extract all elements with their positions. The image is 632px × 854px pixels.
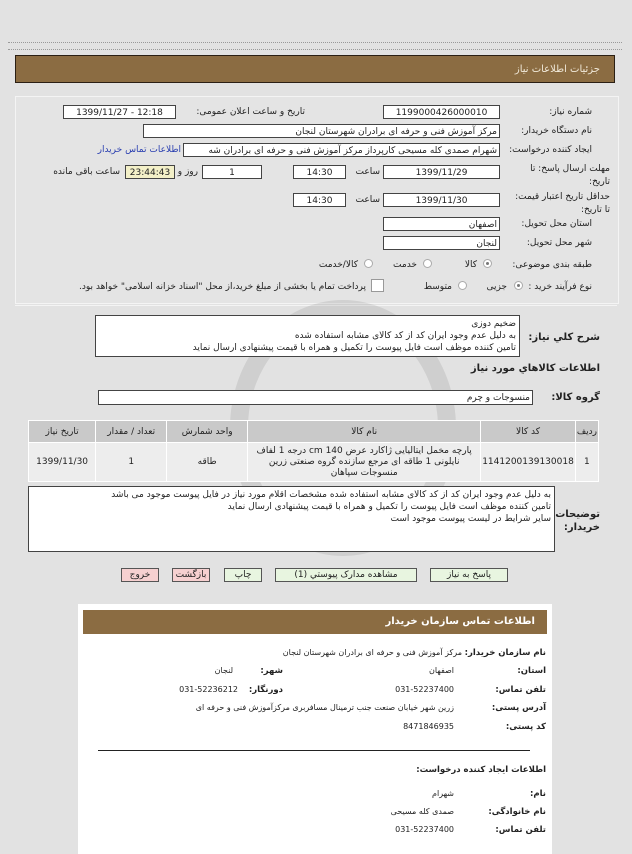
process-label: نوع فرآیند خرید : (528, 282, 592, 292)
org-label: نام سازمان خریدار: (464, 648, 546, 658)
announce-field[interactable]: 1399/11/27 - 12:18 (63, 105, 176, 119)
col-unit: واحد شمارش (167, 421, 248, 443)
postal-label: کد پستی: (505, 722, 546, 732)
radio-service[interactable] (423, 259, 432, 268)
validity-time-field[interactable]: 14:30 (293, 193, 346, 207)
province-label: استان محل تحویل: (521, 219, 592, 229)
creator-phone-label: تلفن تماس: (495, 825, 546, 835)
col-code: کد کالا (481, 421, 576, 443)
col-name: نام کالا (248, 421, 481, 443)
buyer-contact-link[interactable]: اطلاعات تماس خریدار (97, 145, 181, 155)
announce-label: تاریخ و ساعت اعلان عمومی: (196, 107, 305, 117)
buyer-field[interactable]: مرکز آموزش فنی و حرفه ای برادران شهرستان لنجان (143, 124, 500, 138)
reply-button[interactable]: پاسخ به نیاز (430, 568, 508, 582)
print-button[interactable]: چاپ (224, 568, 262, 582)
goods-group-field[interactable]: منسوجات و چرم (98, 390, 533, 405)
contact-card (78, 604, 552, 854)
col-qty: تعداد / مقدار (96, 421, 167, 443)
radio-goods[interactable] (483, 259, 492, 268)
divider (8, 42, 622, 50)
remaining-label: ساعت باقی مانده (53, 167, 120, 177)
name-label: نام: (529, 789, 546, 799)
cell-row: 1 (575, 443, 598, 482)
notes-textarea[interactable] (28, 486, 555, 552)
notes-line: به دلیل عدم وجود ایران کد از کد کالای مشابه استفاده شده مشخصات اقلام مورد نیاز در فایل پیوست موجود می باشد (111, 490, 551, 500)
description-line: تامین کننده موظف است فایل پیوست را تکمیل و همراه با قیمت پیشنهادی ارسال نماید (192, 343, 516, 353)
col-row: ردیف (575, 421, 598, 443)
countdown-field: 23:44:43 (125, 165, 175, 179)
table-header-row (29, 421, 599, 443)
table-row (29, 443, 599, 482)
creator-field[interactable]: شهرام صمدی کله مسیحی کارپرداز مرکز آموزش فنی و حرفه ای برادران شه (183, 143, 500, 157)
phone-label: تلفن تماس: (495, 685, 546, 695)
family-label: نام خانوادگی: (488, 807, 546, 817)
exit-button[interactable]: خروج (121, 568, 159, 582)
name-value: شهرام (432, 789, 454, 798)
cell-qty: 1 (96, 443, 167, 482)
phone-value: 031-52237400 (395, 685, 454, 694)
creator-info-title: اطلاعات ایجاد کننده درخواست: (416, 765, 546, 775)
radio-medium-label: متوسط (423, 282, 452, 292)
notes-line: تامین کننده موظف است فایل پیوست را تکمیل و همراه با قیمت پیشنهادی ارسال نماید (227, 502, 551, 512)
description-line: به دلیل عدم وجود ایران کد از کد کالای مشابه استفاده شده (294, 331, 516, 341)
province-value: اصفهان (428, 666, 454, 675)
radio-minor-label: جزیی (486, 282, 507, 292)
buyer-label: نام دستگاه خریدار: (521, 126, 592, 136)
city-value: لنجان (214, 666, 233, 675)
fax-label: دورنگار: (248, 685, 283, 695)
radio-goods-service[interactable] (364, 259, 373, 268)
address-label: آدرس پستی: (491, 703, 546, 713)
postal-value: 8471846935 (403, 722, 454, 731)
radio-minor[interactable] (514, 281, 523, 290)
need-number-label: شماره نیاز: (549, 107, 592, 117)
goods-group-label: گروه کالا: (551, 392, 600, 403)
province-label: استان: (517, 666, 546, 676)
radio-medium[interactable] (458, 281, 467, 290)
radio-service-label: خدمت (393, 260, 417, 270)
deadline-time-label: ساعت (355, 167, 380, 177)
cell-code: 1141200139130018 (481, 443, 576, 482)
validity-date-field[interactable]: 1399/11/30 (383, 193, 500, 207)
city-field[interactable]: لنجان (383, 236, 500, 250)
notes-line: سایر شرایط در لیست پیوست موجود است (390, 514, 551, 524)
city-label: شهر: (260, 666, 283, 676)
treasury-checkbox[interactable] (371, 279, 384, 292)
treasury-note: پرداخت تمام یا بخشی از مبلغ خرید،از محل "اسناد خزانه اسلامی" خواهد بود. (78, 282, 366, 292)
radio-goods-service-label: کالا/خدمت (318, 260, 358, 270)
cell-unit: طاقه (167, 443, 248, 482)
fax-value: 031-52236212 (179, 685, 238, 694)
description-line: ضخیم دوزی (471, 319, 516, 329)
description-textarea[interactable] (95, 315, 520, 357)
cell-name: پارچه مخمل ایتالیایی ژاکارد عرض 140 cm درجه 1 لفاف نایلونی 1 طاقه ای مرجع سازنده گروه صنعتی زرین منسوجات سپاهان (248, 443, 481, 482)
description-label: شرح کلي نياز: (528, 332, 600, 343)
creator-phone-value: 031-52237400 (395, 825, 454, 834)
validity-time-label: ساعت (355, 195, 380, 205)
address-value: زرین شهر خیابان صنعت جنب ترمینال مسافربری مرکزآموزش فنی و حرفه ای (195, 703, 454, 712)
creator-label: ایجاد کننده درخواست: (509, 145, 592, 155)
city-label: شهر محل تحویل: (526, 238, 592, 248)
need-number-field[interactable]: 1199000426000010 (383, 105, 500, 119)
days-field[interactable]: 1 (202, 165, 262, 179)
family-value: صمدی کله مسیحی (390, 807, 454, 816)
contact-card-header: اطلاعات تماس سازمان خریدار (83, 610, 547, 634)
divider (98, 750, 530, 751)
validity-label: حداقل تاریخ اعتبار قیمت: تا تاریخ: (515, 192, 610, 215)
col-date: تاریخ نیاز (29, 421, 96, 443)
org-value: مرکز آموزش فنی و حرفه ای برادران شهرستان لنجان (282, 648, 462, 657)
back-button[interactable]: بازگشت (172, 568, 210, 582)
goods-section-title: اطلاعات كالاهاي مورد نياز (470, 363, 600, 374)
goods-table (28, 420, 599, 482)
deadline-date-field[interactable]: 1399/11/29 (383, 165, 500, 179)
category-label: طبقه بندی موضوعی: (512, 260, 592, 270)
page-header: جزئیات اطلاعات نیاز (15, 55, 615, 83)
cell-date: 1399/11/30 (29, 443, 96, 482)
deadline-time-field[interactable]: 14:30 (293, 165, 346, 179)
deadline-label: مهلت ارسال پاسخ: تا تاریخ: (530, 164, 610, 187)
notes-label: توضیحات خریدار: (555, 509, 600, 533)
attachments-button[interactable]: مشاهده مدارک پیوستي (1) (275, 568, 417, 582)
days-label: روز و (177, 167, 198, 177)
province-field[interactable]: اصفهان (383, 217, 500, 231)
radio-goods-label: کالا (464, 260, 477, 270)
